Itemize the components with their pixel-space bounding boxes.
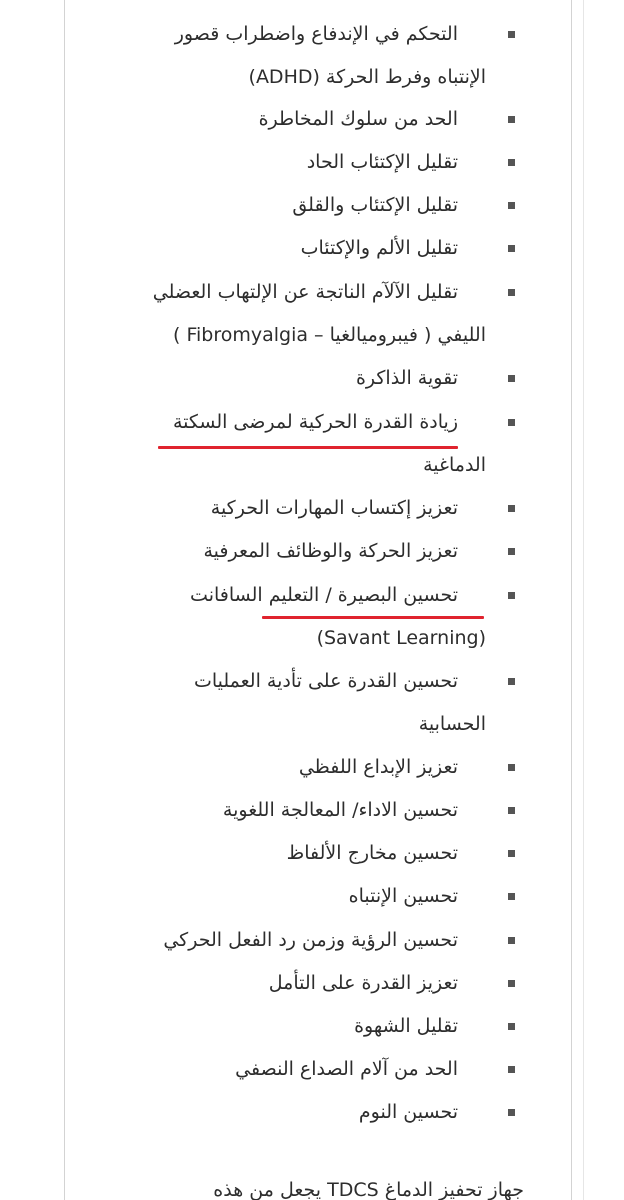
square-bullet-icon	[508, 159, 515, 166]
square-bullet-icon	[508, 1066, 515, 1073]
list-item-text-continued: الحسابية	[418, 713, 486, 735]
list-item-text: تحسين الإنتباه	[348, 885, 458, 907]
square-bullet-icon	[508, 592, 515, 599]
square-bullet-icon	[508, 548, 515, 555]
list-item-text-continued: (Savant Learning)	[316, 627, 486, 649]
list-item-text: تعزيز القدرة على التأمل	[268, 972, 458, 994]
square-bullet-icon	[508, 893, 515, 900]
list-item-text: الحد من سلوك المخاطرة	[258, 108, 458, 130]
right-edge-line	[583, 0, 584, 1200]
list-item-text: تحسين النوم	[358, 1101, 458, 1123]
list-item-text: تقليل الألم والإكتئاب	[300, 237, 458, 259]
list-item-text: تعزيز الإبداع اللفظي	[298, 756, 458, 778]
list-item-text: تحسين الاداء/ المعالجة اللغوية	[222, 799, 458, 821]
square-bullet-icon	[508, 850, 515, 857]
left-border-line	[64, 0, 65, 1200]
list-item-text: تعزيز إكتساب المهارات الحركية	[210, 497, 458, 519]
list-item-text: تقليل الإكتئاب الحاد	[306, 151, 458, 173]
square-bullet-icon	[508, 245, 515, 252]
right-border-line	[571, 0, 572, 1200]
square-bullet-icon	[508, 31, 515, 38]
list-item-text: تقليل الإكتئاب والقلق	[292, 194, 458, 216]
list-item-text-continued: الدماغية	[423, 454, 486, 476]
list-item-text: تحسين الرؤية وزمن رد الفعل الحركي	[163, 929, 458, 951]
highlight-underline-stroke	[158, 446, 458, 449]
list-item-text: تقليل الشهوة	[354, 1015, 458, 1037]
square-bullet-icon	[508, 375, 515, 382]
square-bullet-icon	[508, 419, 515, 426]
highlight-underline-savant	[262, 616, 484, 619]
square-bullet-icon	[508, 1109, 515, 1116]
square-bullet-icon	[508, 764, 515, 771]
list-item-text-continued: الإنتباه وفرط الحركة (ADHD)	[248, 66, 486, 88]
list-item-text: تعزيز الحركة والوظائف المعرفية	[203, 540, 458, 562]
square-bullet-icon	[508, 1023, 515, 1030]
square-bullet-icon	[508, 116, 515, 123]
list-item-text: تحسين البصيرة / التعليم السافانت	[190, 584, 458, 606]
square-bullet-icon	[508, 980, 515, 987]
square-bullet-icon	[508, 678, 515, 685]
list-item-text: تحسين القدرة على تأدية العمليات	[193, 670, 458, 692]
square-bullet-icon	[508, 289, 515, 296]
list-item-text: الحد من آلام الصداع النصفي	[235, 1058, 458, 1080]
square-bullet-icon	[508, 202, 515, 209]
square-bullet-icon	[508, 807, 515, 814]
list-item-text: تقليل الآلآم الناتجة عن الإلتهاب العضلي	[152, 281, 458, 303]
list-item-text-continued: الليفي ( فيبروميالغيا – Fibromyalgia )	[172, 324, 486, 346]
square-bullet-icon	[508, 937, 515, 944]
list-item-text: تقوية الذاكرة	[355, 367, 458, 389]
list-item-text: تحسين مخارج الألفاظ	[286, 842, 458, 864]
list-item-text: التحكم في الإندفاع واضطراب قصور	[174, 23, 458, 45]
square-bullet-icon	[508, 505, 515, 512]
list-item-text: زيادة القدرة الحركية لمرضى السكتة	[172, 411, 458, 433]
footer-paragraph-start: جهاز تحفيز الدماغ TDCS يجعل من هذه	[213, 1179, 524, 1200]
